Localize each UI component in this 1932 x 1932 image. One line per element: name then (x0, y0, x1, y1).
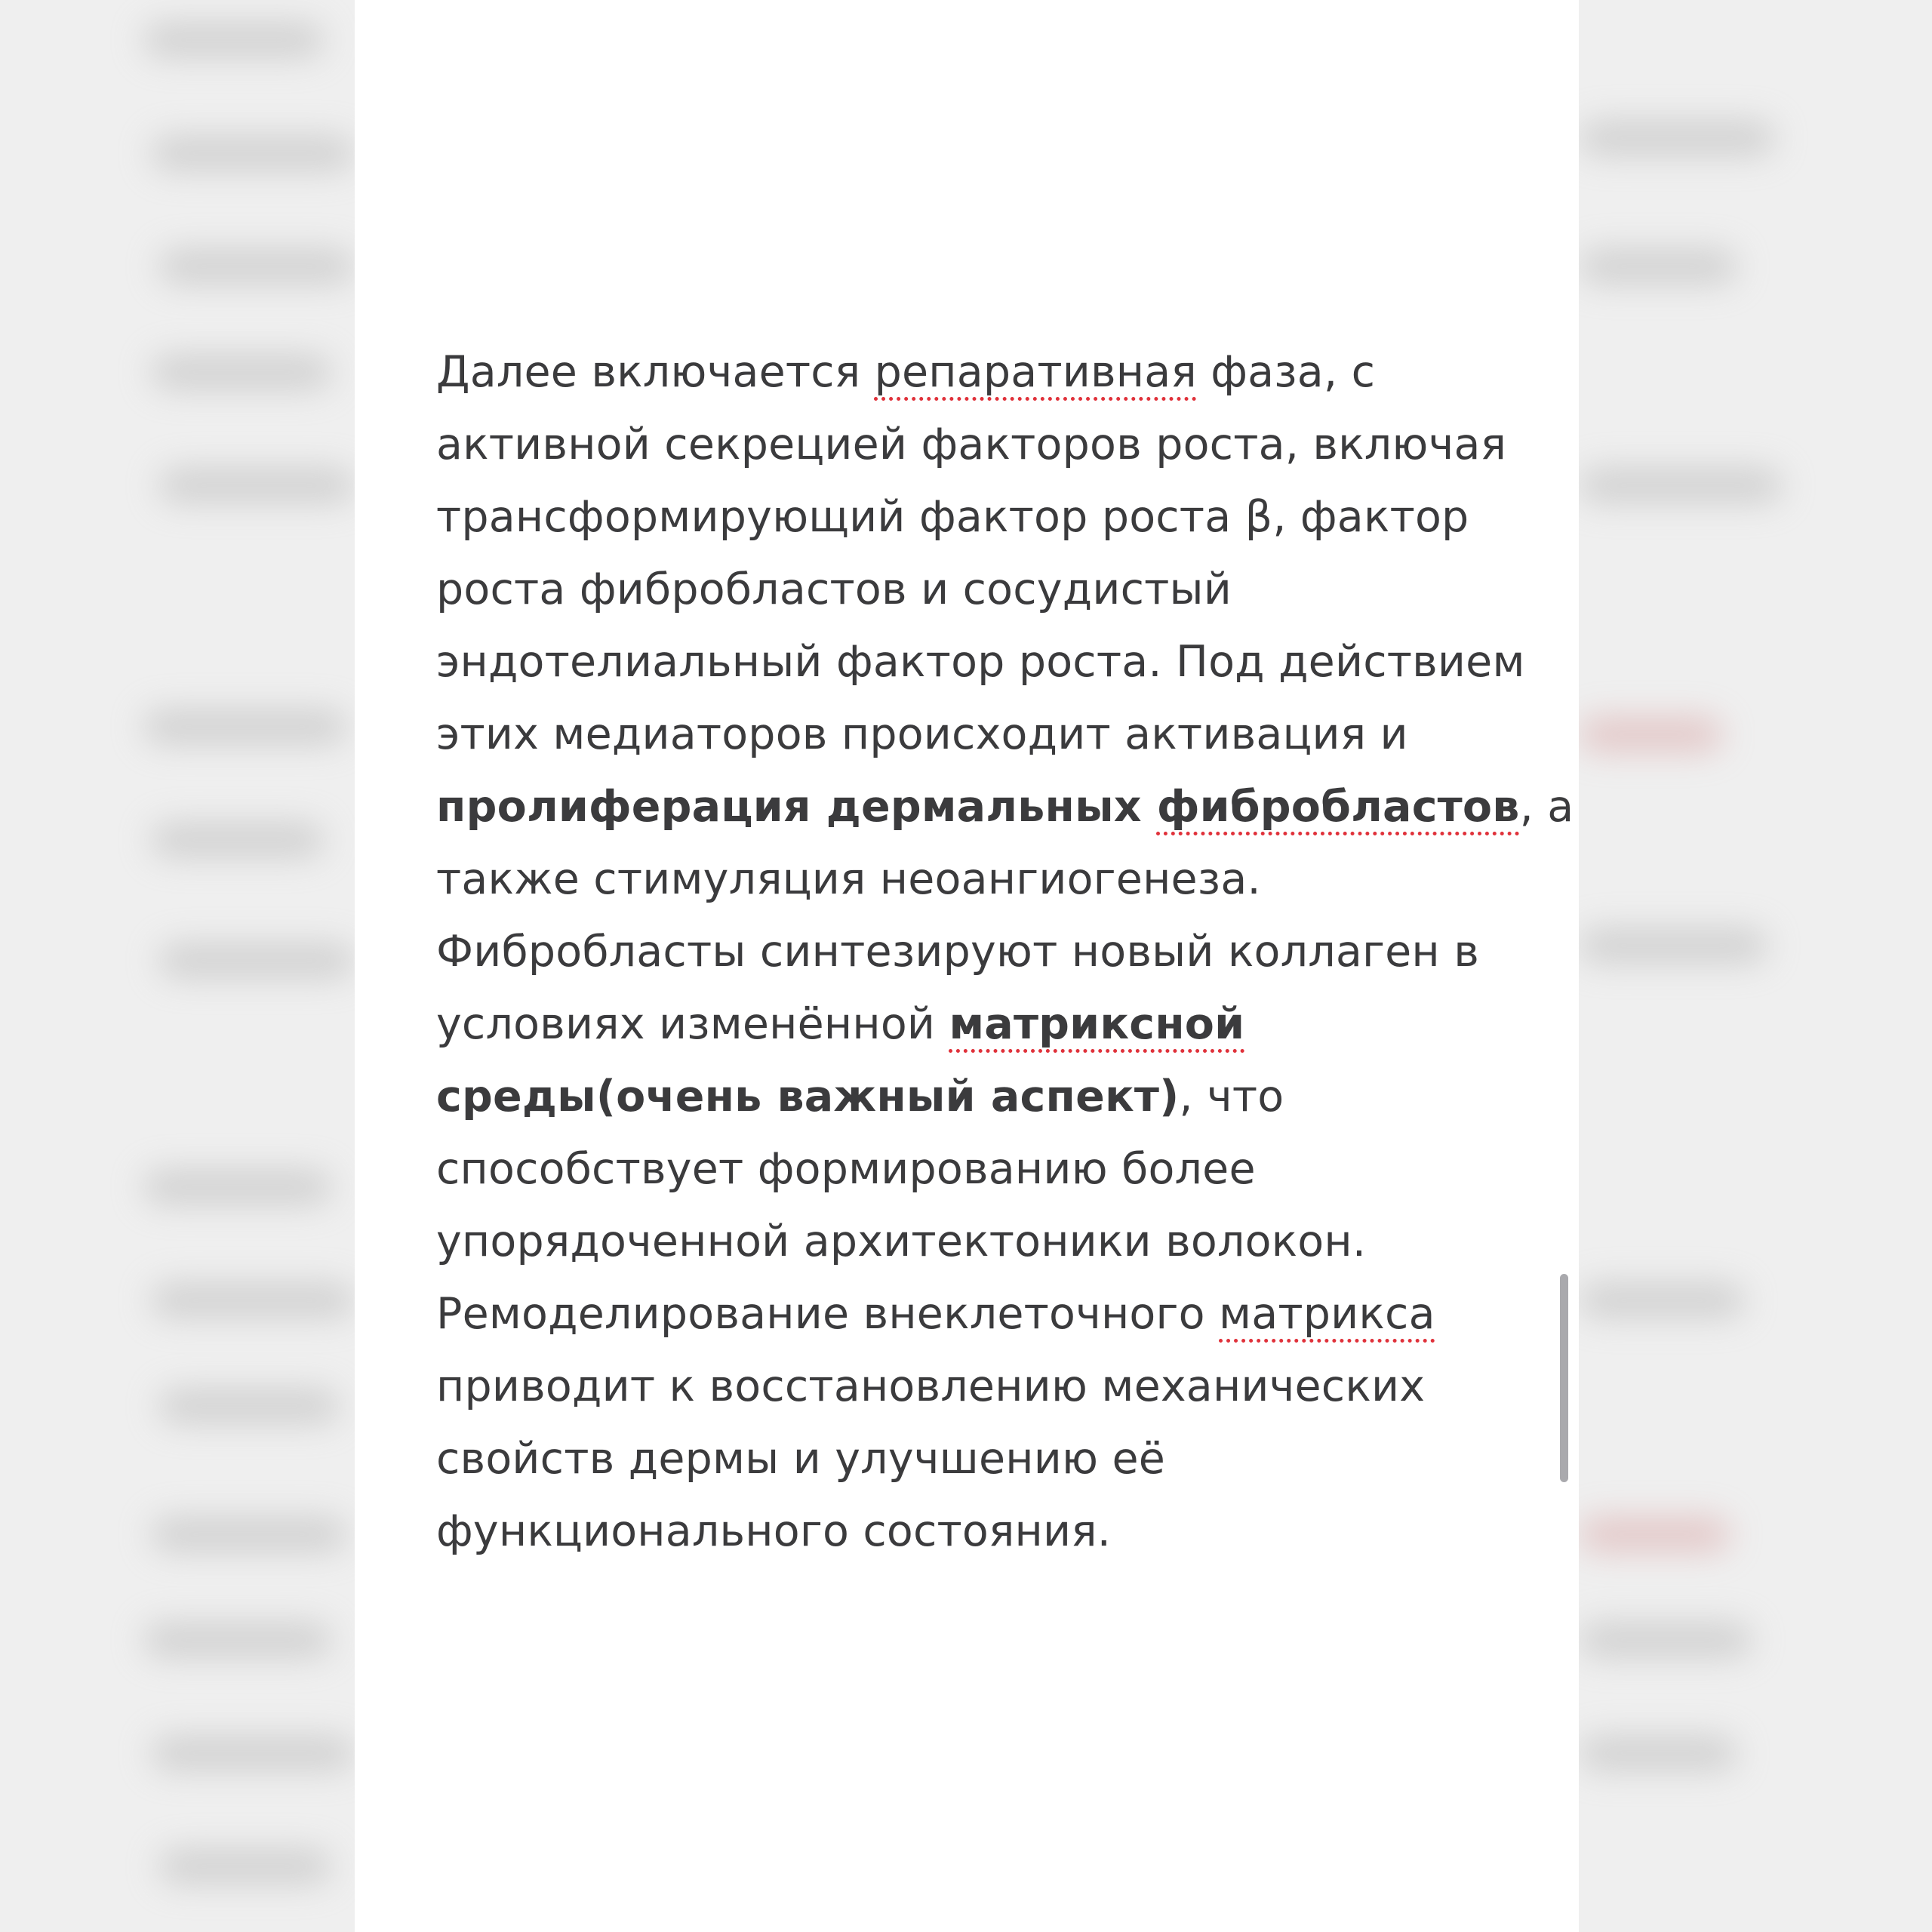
text-line-9: Фибробласты синтезируют новый коллаген в (436, 927, 1479, 977)
text-line-13: упорядоченной архитектоники волокон. (436, 1217, 1367, 1266)
blurred-backdrop-right (1579, 0, 1932, 1932)
text-line-15: приводит к восстановлению механических (436, 1361, 1426, 1411)
document-page (355, 0, 1579, 1932)
text-line-6: этих медиаторов происходит активация и (436, 709, 1408, 759)
text-line-16: свойств дермы и улучшению её (436, 1434, 1165, 1484)
spellcheck-flagged-word[interactable]: матриксной (949, 999, 1245, 1049)
document-body[interactable] (436, 336, 1574, 1567)
spellcheck-flagged-word[interactable]: матрикса (1219, 1289, 1435, 1339)
bold-text: среды(очень важный аспект) (436, 1072, 1180, 1121)
spellcheck-flagged-word[interactable]: фибробластов (1156, 782, 1520, 832)
vertical-scrollbar[interactable] (1560, 1274, 1568, 1482)
text-line-7: пролиферация дермальных фибробластов, а (436, 782, 1574, 832)
bold-text: пролиферация дермальных (436, 782, 1157, 832)
text-line-11: среды(очень важный аспект), что (436, 1072, 1284, 1121)
text-line-17: функционального состояния. (436, 1506, 1112, 1556)
text-line-5: эндотелиальный фактор роста. Под действием (436, 637, 1525, 687)
spellcheck-flagged-word[interactable]: репаративная (874, 347, 1197, 397)
blurred-backdrop-left (0, 0, 355, 1932)
text-line-14: Ремоделирование внеклеточного матрикса (436, 1289, 1435, 1339)
text-line-4: роста фибробластов и сосудистый (436, 565, 1232, 614)
text-line-10: условиях изменённой матриксной (436, 999, 1245, 1049)
text-line-1: Далее включается репаративная фаза, с (436, 347, 1376, 397)
text-line-12: способствует формированию более (436, 1144, 1256, 1194)
text-line-3: трансформирующий фактор роста β, фактор (436, 492, 1469, 542)
text-line-2: активной секрецией факторов роста, включая (436, 420, 1507, 469)
text-line-8: также стимуляция неоангиогенеза. (436, 854, 1261, 904)
